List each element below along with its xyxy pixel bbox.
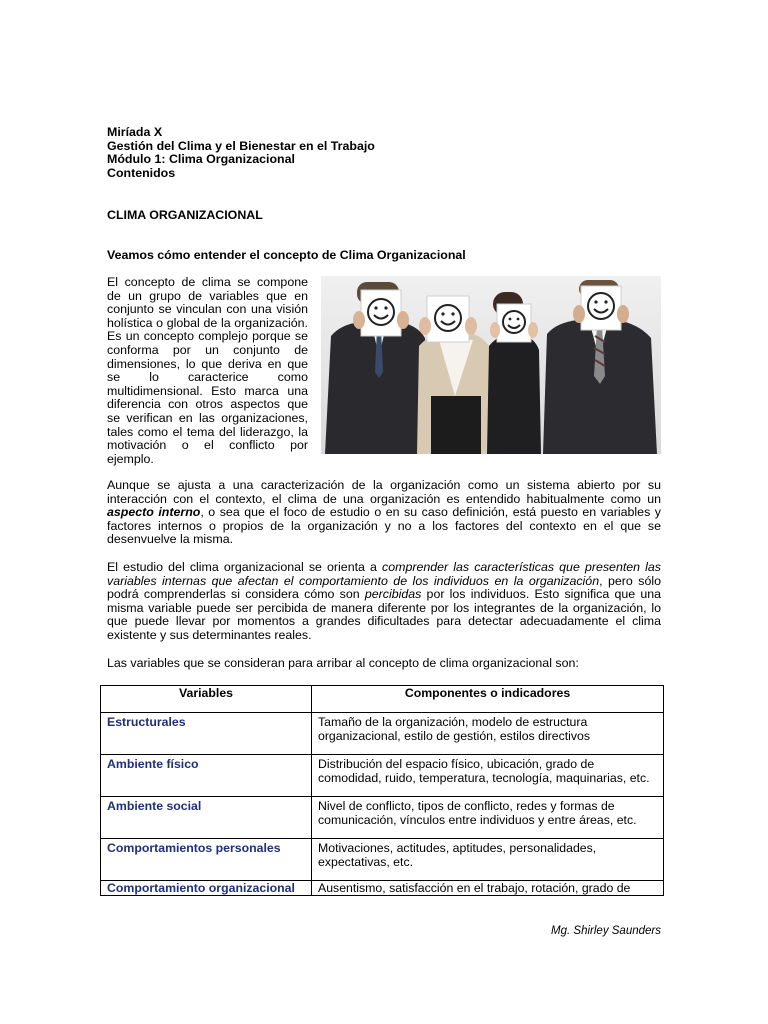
- variable-components: Ausentismo, satisfacción en el trabajo, rotación, grado de: [312, 881, 664, 896]
- table-header-components: Componentes o indicadores: [312, 686, 664, 713]
- variable-name: Comportamiento organizacional: [101, 881, 312, 896]
- table-header-row: [101, 686, 664, 713]
- variable-name: Ambiente social: [101, 797, 312, 839]
- table-row: [101, 881, 664, 896]
- paragraph3-italic-1: comprender las características que presenten las variables internas que afectan el comportamiento de los individuos en la organización: [107, 560, 662, 588]
- table-row: [101, 755, 664, 797]
- paragraph3-text-1: El estudio del clima organizacional se orienta a: [107, 560, 383, 574]
- document-header: [107, 126, 661, 180]
- variable-components: Nivel de conflicto, tipos de conflicto, redes y formas de comunicación, vínculos entre individuos y entre áreas, etc.: [312, 797, 664, 839]
- paragraph-study-orientation: [107, 561, 661, 643]
- paragraph-internal-aspect: [107, 479, 661, 547]
- intro-paragraph: El concepto de clima se compone de un grupo de variables que en conjunto se vinculan con una visión holística o global de la organización. Es un concepto complejo porque se conforma por un conjunto de dimensiones, lo que deriva en que se lo caracterice como multidimensional. Esto marca una diferencia con otros aspectos que se verifican en las organizaciones, tales como el tema del liderazgo, la motivación o el conflicto por ejemplo.: [107, 275, 308, 466]
- variable-name: Comportamientos personales: [101, 839, 312, 881]
- author-signature: Mg. Shirley Saunders: [551, 925, 661, 937]
- paragraph3-text-2: , pero sólo podrá comprenderlas si considera cómo son: [107, 573, 662, 602]
- subtitle: Veamos cómo entender el concepto de Clima Organizacional: [107, 248, 466, 262]
- table-row: [101, 797, 664, 839]
- variable-components: Motivaciones, actitudes, aptitudes, personalidades, expectativas, etc.: [312, 839, 664, 881]
- section-title: CLIMA ORGANIZACIONAL: [107, 208, 263, 222]
- paragraph-variables-intro: Las variables que se consideran para arribar al concepto de clima organizacional son:: [107, 656, 579, 670]
- variables-table: [100, 685, 664, 896]
- smiley-photo-illustration: [321, 276, 661, 454]
- paragraph3-italic-2: percibidas: [364, 587, 422, 602]
- variable-components: Distribución del espacio físico, ubicación, grado de comodidad, ruido, temperatura, tecnología, maquinarias, etc.: [312, 755, 664, 797]
- table-row: [101, 839, 664, 881]
- table-header-variables: Variables: [101, 686, 312, 713]
- variable-components: Tamaño de la organización, modelo de estructura organizacional, estilo de gestión, estilos directivos: [312, 713, 664, 755]
- paragraph2-text-2: , o sea que el foco de estudio o en su caso definición, está puesto en variables y factores internos o propios de la organización y no a los factores del contexto en el que se desenvuelve la misma.: [107, 505, 661, 547]
- paragraph3-text-3: por los individuos. Esto significa que una misma variable puede ser percibida de manera diferente por los integrantes de la organización, lo que puede llevar por momentos a grandes dificultades para detectar adecuadamente el clima existente y sus determinantes reales.: [107, 587, 661, 642]
- header-line-contents: Contenidos: [107, 165, 176, 180]
- paragraph2-emphasis: aspecto interno: [107, 505, 201, 520]
- table-row: [101, 713, 664, 755]
- header-line-title: Gestión del Clima y el Bienestar en el Trabajo: [107, 138, 375, 153]
- header-line-module: Módulo 1: Clima Organizacional: [107, 152, 295, 167]
- variable-name: Ambiente físico: [101, 755, 312, 797]
- paragraph2-text-1: Aunque se ajusta a una caracterización de la organización como un sistema abierto por su interacción con el contexto, el clima de una organización es entendido habitualmente como un: [107, 478, 661, 506]
- header-line-course: Miríada X: [107, 125, 163, 139]
- people-holding-smiley-signs-photo: [321, 276, 661, 454]
- variable-name: Estructurales: [101, 713, 312, 755]
